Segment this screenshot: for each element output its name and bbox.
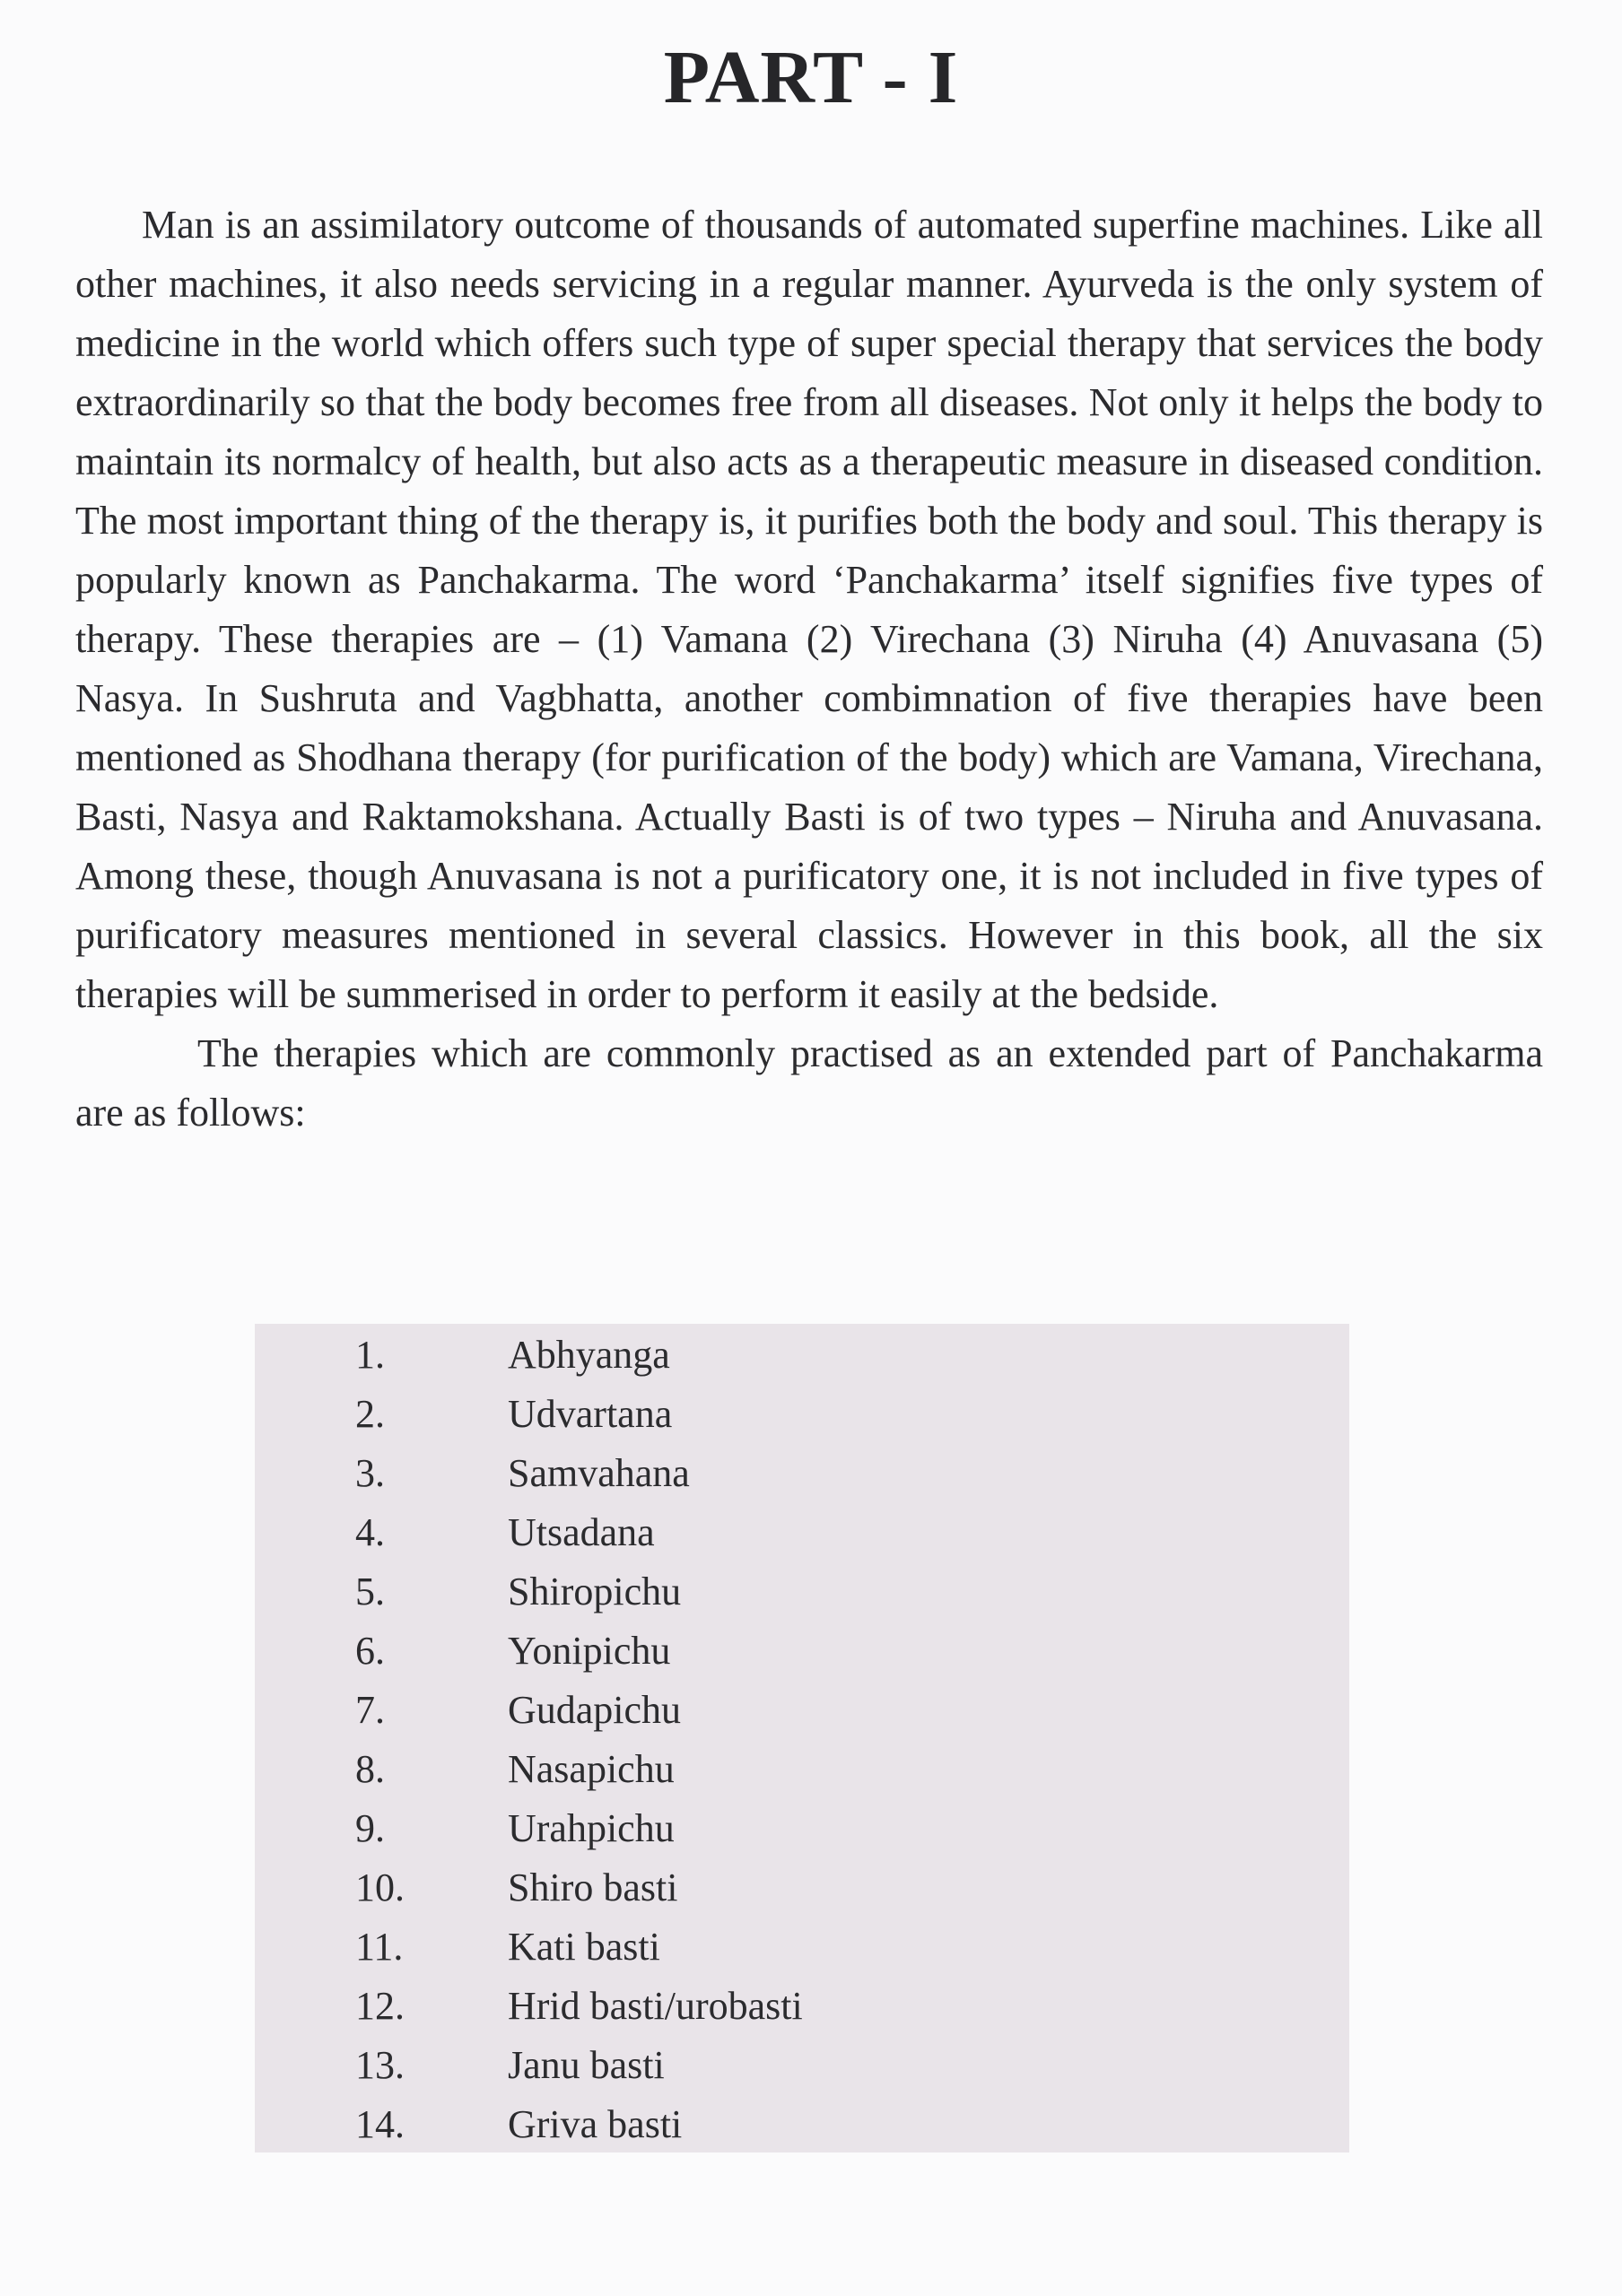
list-item [255,1681,1349,1740]
list-item [255,1977,1349,2036]
list-item-number: 9. [355,1806,385,1850]
list-item [255,1326,1349,1385]
list-item-number: 13. [355,2043,405,2087]
list-item-number: 5. [355,1570,385,1613]
list-item-name: Kati basti [508,1925,660,1969]
list-item-name: Shiropichu [508,1570,682,1613]
list-item-number: 14. [355,2102,405,2146]
list-item-number: 7. [355,1688,385,1732]
list-item-name: Utsadana [508,1510,655,1554]
list-item-number: 12. [355,1984,405,2028]
list-item-name: Gudapichu [508,1688,682,1732]
list-item-name: Udvartana [508,1392,673,1436]
list-item [255,1444,1349,1503]
list-item-name: Griva basti [508,2102,683,2146]
list-item [255,2095,1349,2154]
list-item-name: Abhyanga [508,1333,670,1377]
intro-paragraph: Man is an assimilatory outcome of thousands of automated superfine machines. Like all other machines, it also needs servicing in a regular manner. Ayurveda is the only system of medicine in the world which offers such type of super special therapy that services the body extraordinarily so that the body becomes free from all diseases. Not only it helps the body to maintain its normalcy of health, but also acts as a therapeutic measure in diseased condition. The most important thing of the therapy is, it purifies both the body and soul. This therapy is popularly known as Panchakarma. The word ‘Panchakarma’ itself signifies five types of therapy. These therapies are – (1) Vamana (2) Virechana (3) Niruha (4) Anuvasana (5) Nasya. In Sushruta and Vagbhatta, another combimnation of five therapies have been mentioned as Shodhana therapy (for purification of the body) which are Vamana, Virechana, Basti, Nasya and Raktamokshana. Actually Basti is of two types – Niruha and Anuvasana. Among these, though Anuvasana is not a purificatory one, it is not included in five types of purificatory measures mentioned in several classics. However in this book, all the six therapies will be summerised in order to perform it easily at the bedside. [75,203,1543,1016]
list-item-name: Nasapichu [508,1747,675,1791]
list-item [255,2036,1349,2095]
list-item-number: 8. [355,1747,385,1791]
list-item-number: 11. [355,1925,404,1969]
list-item-number: 4. [355,1510,385,1554]
list-item [255,1622,1349,1681]
body-text [75,196,1543,1143]
list-item [255,1503,1349,1562]
therapies-intro-paragraph: The therapies which are commonly practised as an extended part of Panchakarma are as follows: [75,1031,1543,1135]
list-item-number: 10. [355,1866,405,1909]
page-title: PART - I [663,36,959,119]
list-item-name: Yonipichu [508,1629,671,1673]
therapy-list [255,1324,1349,2152]
list-item [255,1858,1349,1918]
list-item-name: Shiro basti [508,1866,678,1909]
list-item [255,1918,1349,1977]
list-item-number: 1. [355,1333,385,1377]
list-item [255,1799,1349,1858]
list-item-number: 2. [355,1392,385,1436]
list-item-name: Hrid basti/urobasti [508,1984,803,2028]
list-item-name: Samvahana [508,1451,690,1495]
list-item-number: 6. [355,1629,385,1673]
list-item [255,1740,1349,1799]
list-item-number: 3. [355,1451,385,1495]
list-item-name: Janu basti [508,2043,665,2087]
list-item [255,1562,1349,1622]
list-item-name: Urahpichu [508,1806,675,1850]
list-item [255,1385,1349,1444]
